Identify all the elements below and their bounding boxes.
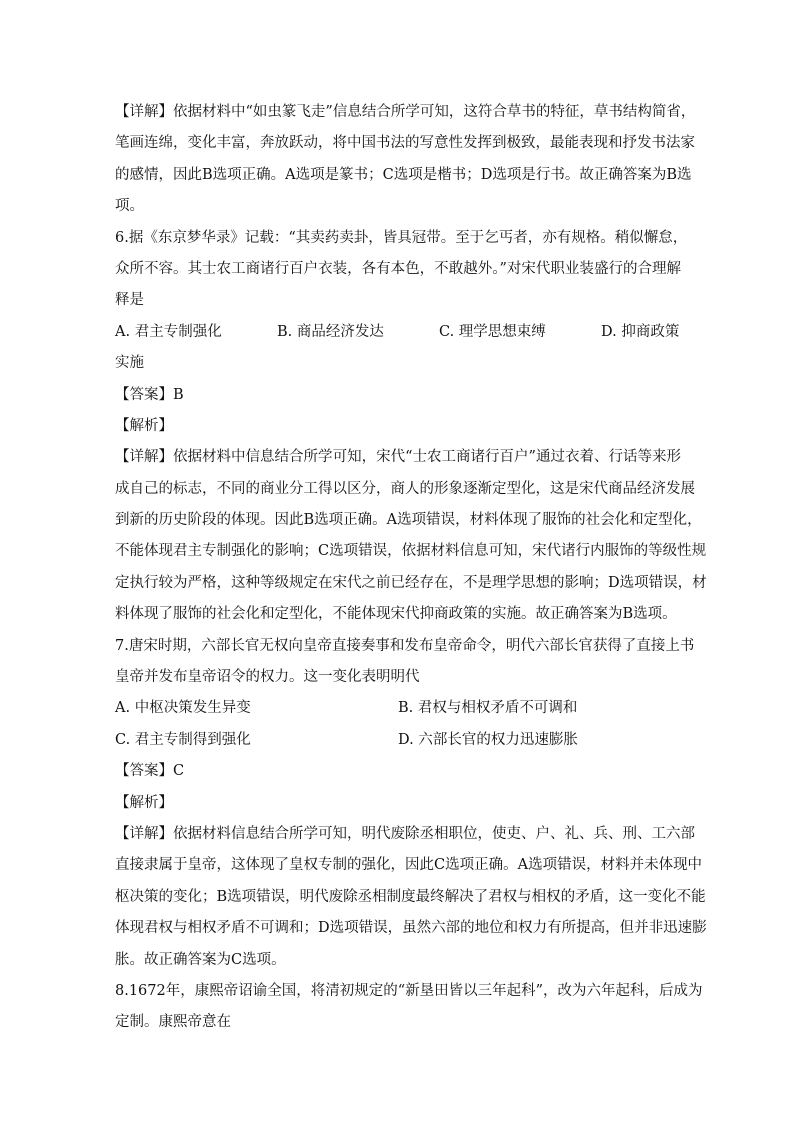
option-b: B. 君权与相权矛盾不可调和 [398, 700, 578, 717]
option-d: D. 六部长官的权力迅速膨胀 [398, 731, 578, 748]
question-stem-line: 释是 [115, 292, 144, 309]
document-page [115, 97, 707, 1039]
option-c: C. 理学思想束缚 [439, 323, 546, 340]
analysis-line: 枢决策的变化；B选项错误，明代废除丞相制度最终解决了君权与相权的矛盾，这一变化不能 [115, 888, 706, 905]
question-stem-line: 定制。康熙帝意在 [115, 1014, 231, 1031]
analysis-line: 直接隶属于皇帝，这体现了皇权专制的强化，因此C选项正确。A选项错误，材料并未体现中 [115, 857, 703, 874]
analysis-line: 胀。故正确答案为C选项。 [115, 951, 286, 968]
analysis-line: 料体现了服饰的社会化和定型化，不能体现宋代抑商政策的实施。故正确答案为B选项。 [115, 606, 677, 623]
option-a: A. 中枢决策发生异变 [115, 700, 251, 717]
analysis-line: 到新的历史阶段的体现。因此B选项正确。A选项错误，材料体现了服饰的社会化和定型化， [115, 512, 702, 529]
analysis-line: 【详解】依据材料中信息结合所学可知，宋代“士农工商诸行百户”通过衣着、行话等来形 [115, 449, 681, 466]
analysis-label: 【解析】 [115, 794, 173, 811]
question-stem-line: 8.1672年，康熙帝诏谕全国，将清初规定的“新垦田皆以三年起科”，改为六年起科，后成为 [115, 982, 703, 999]
answer-options [115, 317, 681, 348]
text-line: 笔画连绵，变化丰富，奔放跃动，将中国书法的写意性发挥到极致，最能表现和抒发书法家 [115, 135, 695, 152]
text-line: 【详解】依据材料中“如虫篆飞走”信息结合所学可知，这符合草书的特征，草书结构简省， [115, 104, 696, 120]
question-stem-line: 众所不容。其士农工商诸行百户衣装，各有本色，不敢越外。”对宋代职业装盛行的合理解 [115, 260, 681, 277]
answer-options [115, 725, 681, 756]
option-d: D. 抑商政策 [601, 323, 680, 340]
analysis-label: 【解析】 [115, 417, 173, 434]
question-stem-line: 7.唐宋时期，六部长官无权向皇帝直接奏事和发布皇帝命令，明代六部长官获得了直接上书 [115, 637, 695, 654]
option-c: C. 君主专制得到强化 [115, 731, 251, 748]
q5-analysis [115, 97, 696, 223]
question-stem-line: 皇帝并发布皇帝诏令的权力。这一变化表明明代 [115, 669, 420, 686]
answer-options [115, 693, 681, 724]
analysis-line: 定执行较为严格，这种等级规定在宋代之前已经存在，不是理学思想的影响；D选项错误，材 [115, 574, 707, 591]
option-a: A. 君主专制强化 [115, 323, 222, 340]
question-8 [115, 976, 703, 1039]
analysis-line: 不能体现君主专制强化的影响；C选项错误，依据材料信息可知，宋代诸行内服饰的等级性规 [115, 543, 707, 560]
question-stem-line: 6.据《东京梦华录》记载：“其卖药卖卦，皆具冠带。至于乞丐者，亦有规格。稍似懈怠， [115, 229, 688, 246]
text-line: 的感情，因此B选项正确。A选项是篆书；C选项是楷书；D选项是行书。故正确答案为B选 [115, 166, 692, 183]
question-7 [115, 631, 707, 976]
answer-line: 【答案】C [115, 763, 185, 780]
analysis-line: 体现君权与相权矛盾不可调和；D选项错误，虽然六部的地位和权力有所提高，但并非迅速膨 [115, 920, 707, 937]
analysis-line: 成自己的标志，不同的商业分工得以区分，商人的形象逐渐定型化，这是宋代商品经济发展 [115, 480, 695, 497]
answer-line: 【答案】B [115, 386, 184, 403]
option-wrap: 实施 [115, 355, 144, 372]
text-line: 项。 [115, 198, 144, 215]
question-6 [115, 223, 707, 631]
analysis-line: 【详解】依据材料信息结合所学可知，明代废除丞相职位，使吏、户、礼、兵、刑、工六部 [115, 825, 695, 842]
option-b: B. 商品经济发达 [277, 323, 384, 340]
